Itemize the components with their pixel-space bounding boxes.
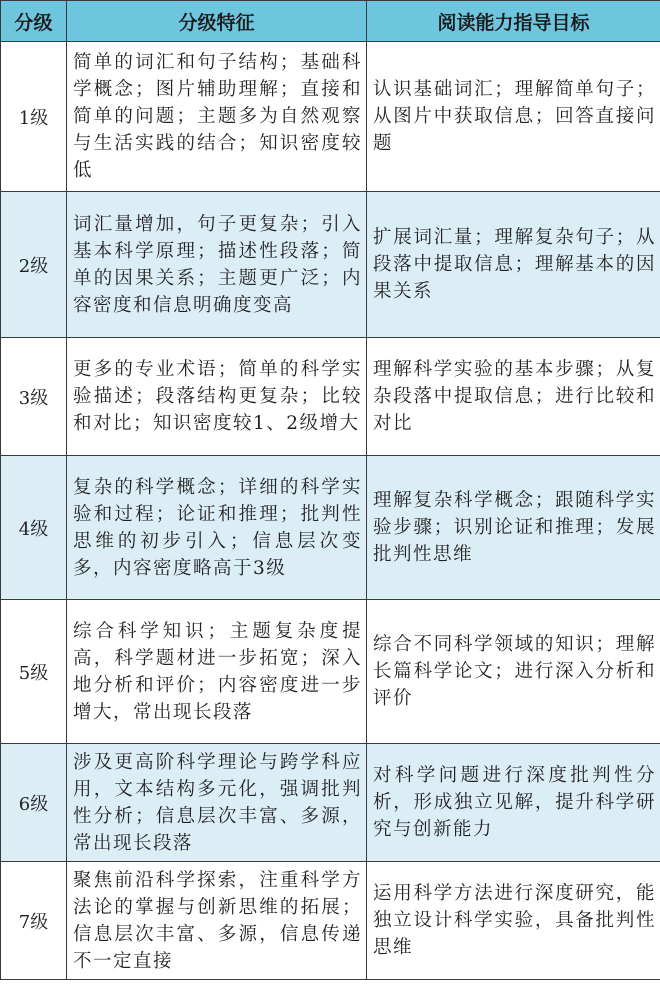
table-row (1, 42, 660, 192)
goals-cell: 认识基础词汇；理解简单句子；从图片中获取信息；回答直接问题 (367, 42, 660, 192)
table-row (1, 192, 660, 338)
level-cell: 5级 (1, 600, 67, 744)
goals-cell: 综合不同科学领域的知识；理解长篇科学论文；进行深入分析和评价 (367, 600, 660, 744)
level-cell: 2级 (1, 192, 67, 338)
table-row (1, 862, 660, 980)
features-cell: 复杂的科学概念；详细的科学实验和过程；论证和推理；批判性思维的初步引入；信息层次变多，内容密度略高于3级 (67, 456, 367, 600)
features-cell: 词汇量增加，句子更复杂；引入基本科学原理；描述性段落；简单的因果关系；主题更广泛；内容密度和信息明确度变高 (67, 192, 367, 338)
goals-cell: 对科学问题进行深度批判性分析，形成独立见解，提升科学研究与创新能力 (367, 744, 660, 862)
features-cell: 涉及更高阶科学理论与跨学科应用，文本结构多元化，强调批判性分析；信息层次丰富、多源，常出现长段落 (67, 744, 367, 862)
level-cell: 3级 (1, 338, 67, 456)
features-cell: 简单的词汇和句子结构；基础科学概念；图片辅助理解；直接和简单的问题；主题多为自然观察与生活实践的结合；知识密度较低 (67, 42, 367, 192)
table-row (1, 744, 660, 862)
goals-cell: 理解复杂科学概念；跟随科学实验步骤；识别论证和推理；发展批判性思维 (367, 456, 660, 600)
features-cell: 综合科学知识；主题复杂度提高，科学题材进一步拓宽；深入地分析和评价；内容密度进一步增大，常出现长段落 (67, 600, 367, 744)
features-cell: 聚焦前沿科学探索，注重科学方法论的掌握与创新思维的拓展；信息层次丰富、多源，信息传递不一定直接 (67, 862, 367, 980)
level-cell: 7级 (1, 862, 67, 980)
header-goals: 阅读能力指导目标 (367, 1, 660, 42)
header-features: 分级特征 (67, 1, 367, 42)
goals-cell: 扩展词汇量；理解复杂句子；从段落中提取信息；理解基本的因果关系 (367, 192, 660, 338)
table-row (1, 456, 660, 600)
level-cell: 4级 (1, 456, 67, 600)
features-cell: 更多的专业术语；简单的科学实验描述；段落结构更复杂；比较和对比；知识密度较1、2级增大 (67, 338, 367, 456)
header-level: 分级 (1, 1, 67, 42)
level-cell: 6级 (1, 744, 67, 862)
level-cell: 1级 (1, 42, 67, 192)
goals-cell: 运用科学方法进行深度研究，能独立设计科学实验，具备批判性思维 (367, 862, 660, 980)
table-row (1, 338, 660, 456)
table-row (1, 600, 660, 744)
goals-cell: 理解科学实验的基本步骤；从复杂段落中提取信息；进行比较和对比 (367, 338, 660, 456)
header-row (1, 1, 660, 42)
